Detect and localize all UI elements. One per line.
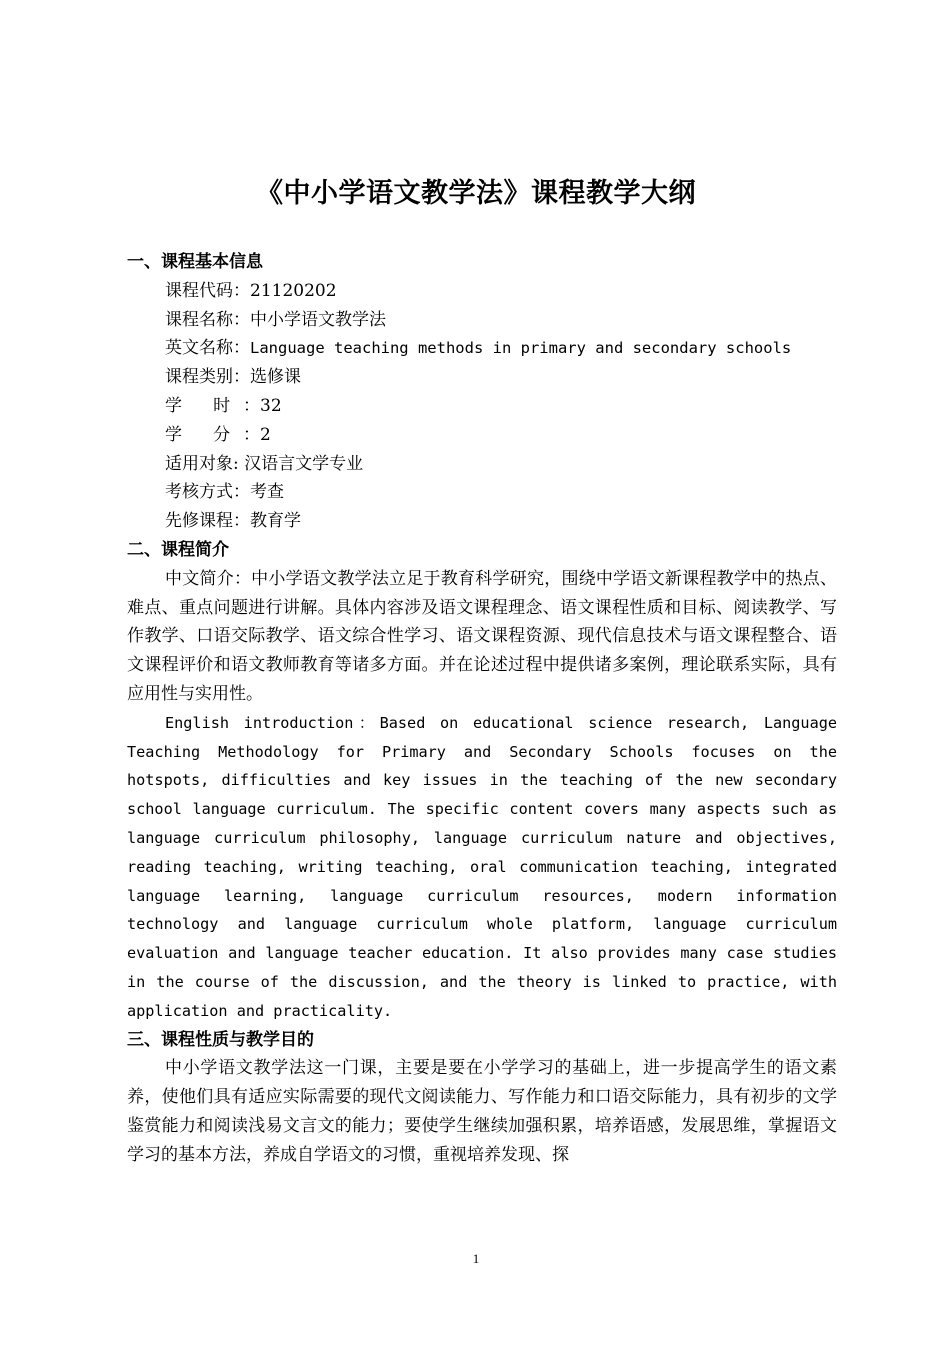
info-label: 课程代码： bbox=[165, 280, 250, 301]
document-title: 《中小学语文教学法》课程教学大纲 bbox=[256, 178, 696, 209]
section-heading-introduction: 二、课程简介 bbox=[127, 539, 229, 560]
info-assessment bbox=[127, 478, 837, 507]
page-number: 1 bbox=[472, 1251, 480, 1266]
info-course-name bbox=[127, 306, 837, 335]
info-label: 英文名称： bbox=[165, 338, 250, 359]
nature-and-purpose-paragraph: 中小学语文教学法这一门课，主要是要在小学学习的基础上，进一步提高学生的语文素养，使他们具有适应实际需要的现代文阅读能力、写作能力和口语交际能力，具有初步的文学鉴赏能力和阅读浅易文言文的能力；要使学生继续加强积累，培养语感，发展思维，掌握语文学习的基本方法，养成自学语文的习惯，重视培养发现、探 bbox=[127, 1058, 837, 1165]
info-course-code bbox=[127, 277, 837, 306]
english-introduction-paragraph: English introduction：Based on educational science research, Language Teaching Methodology for Primary and Secondary Schools focuses on the hotspots, difficulties and key issues in the teaching of the new secondary school language curriculum. The specific content covers many aspects such as language curriculum philosophy, language curriculum nature and objectives, reading teaching, writing teaching, oral communication teaching, integrated language learning, language curriculum resources, modern information technology and language curriculum whole platform, language curriculum evaluation and language teacher education. It also provides many case studies in the course of the discussion, and the theory is linked to practice, with application and practicality. bbox=[127, 713, 837, 1020]
chinese-introduction-paragraph: 中文简介：中小学语文教学法立足于教育科学研究，围绕中学语文新课程教学中的热点、难点、重点问题进行讲解。具体内容涉及语文课程理念、语文课程性质和目标、阅读教学、写作教学、口语交际教学、语文综合性学习、语文课程资源、现代信息技术与语文课程整合、语文课程评价和语文教师教育等诸多方面。并在论述过程中提供诸多案例，理论联系实际，具有应用性与实用性。 bbox=[127, 568, 837, 704]
info-value: 21120202 bbox=[250, 280, 337, 301]
info-hours bbox=[127, 392, 837, 421]
info-label: 课程名称： bbox=[165, 309, 250, 330]
info-label: 学 分： bbox=[165, 424, 261, 445]
info-value: 中小学语文教学法 bbox=[250, 309, 386, 330]
info-label: 课程类别： bbox=[165, 367, 250, 388]
info-english-name bbox=[127, 334, 837, 363]
document-body bbox=[127, 248, 837, 1170]
section-heading-basic-info: 一、课程基本信息 bbox=[127, 252, 263, 272]
info-label: 学 时： bbox=[165, 395, 261, 416]
info-value: 2 bbox=[260, 424, 271, 445]
section-heading-nature-and-purpose: 三、课程性质与教学目的 bbox=[127, 1029, 314, 1050]
info-course-type bbox=[127, 363, 837, 392]
info-value: Language teaching methods in primary and secondary schools bbox=[250, 339, 792, 358]
info-value: 32 bbox=[260, 395, 282, 416]
info-credits bbox=[127, 421, 837, 450]
info-label: 考核方式： bbox=[165, 482, 250, 503]
info-value: 选修课 bbox=[250, 367, 301, 388]
info-label: 适用对象: bbox=[165, 453, 245, 474]
info-label: 先修课程： bbox=[165, 511, 250, 532]
info-value: 考查 bbox=[250, 482, 284, 503]
info-audience bbox=[127, 450, 837, 479]
info-value: 教育学 bbox=[250, 511, 301, 532]
info-prerequisite bbox=[127, 507, 837, 536]
info-value: 汉语言文学专业 bbox=[244, 453, 364, 474]
